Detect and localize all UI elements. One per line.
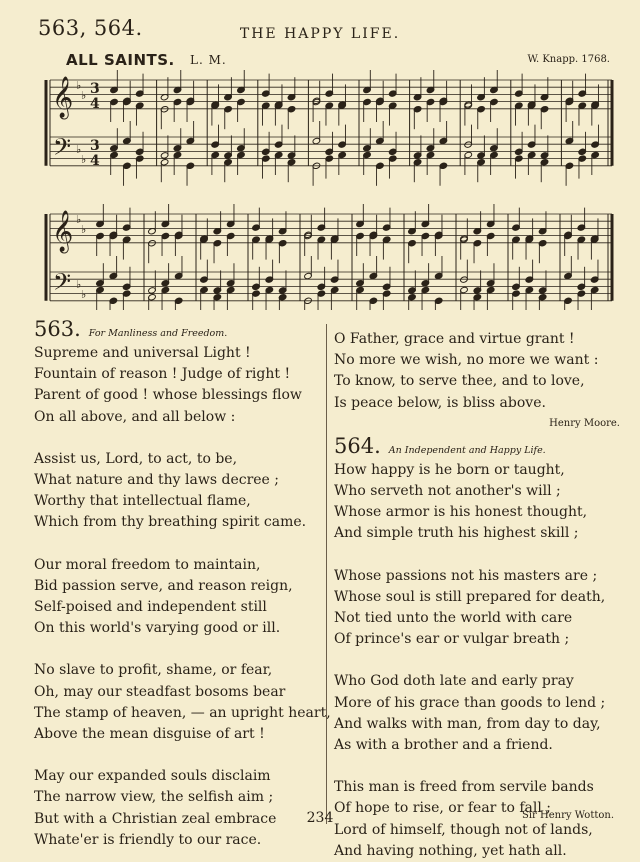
verse-line: Whate'er is friendly to our race. [34, 831, 262, 848]
column-divider [326, 324, 327, 824]
verse-line: On this world's varying good or ill. [34, 620, 281, 637]
flat-icon: ♭ [76, 79, 82, 92]
verse-line: Fountain of reason ! Judge of right ! [34, 366, 291, 383]
hymn-564-heading [334, 433, 624, 460]
composer-credit: W. Knapp. 1768. [527, 54, 610, 65]
flat-icon: ♭ [81, 89, 87, 102]
stanza [34, 343, 324, 428]
verse-line: Whose soul is still prepared for death, [334, 588, 606, 605]
verse-line: Supreme and universal Light ! [34, 345, 251, 361]
stanza [34, 766, 324, 851]
verse-line: Our moral freedom to maintain, [34, 556, 261, 573]
verse-line: Whose passions not his masters are ; [334, 567, 598, 584]
time-signature: 3 [90, 138, 100, 154]
flat-icon: ♭ [81, 153, 87, 166]
verse-line: Oh, may our steadfast bosoms bear [34, 683, 286, 700]
verse-line: But with a Christian zeal embrace [34, 810, 277, 827]
bass-clef-icon: 𝄢 [53, 268, 72, 301]
flat-icon: ♭ [76, 143, 82, 156]
verse-line: Worthy that intellectual flame, [34, 493, 251, 510]
verse-line: Bid passion serve, and reason reign, [34, 577, 293, 594]
verse-line: How happy is he born or taught, [334, 461, 565, 478]
verse-line: What nature and thy laws decree ; [34, 472, 279, 489]
flat-icon: ♭ [81, 288, 87, 301]
hymn-subtitle: For Manliness and Freedom. [88, 328, 228, 339]
stanza [334, 329, 624, 414]
verse-line: Whose armor is his honest thought, [334, 504, 588, 521]
stanza [334, 566, 624, 651]
verse-line: Is peace below, is bliss above. [334, 394, 546, 411]
music-score [0, 0, 640, 310]
stanza [334, 671, 624, 756]
page-number: 234 [306, 810, 334, 826]
time-signature: 4 [90, 96, 100, 112]
verse-line: No more we wish, no more we want : [334, 352, 599, 369]
hymn-numbers: 563, 564. [38, 16, 143, 40]
verse-line: Not tied unto the world with care [334, 610, 573, 627]
verse-line: To know, to serve thee, and to love, [334, 373, 585, 390]
verse-line: Which from thy breathing spirit came. [34, 514, 307, 531]
treble-clef-icon: 𝄞 [52, 77, 74, 118]
verse-line: Parent of good ! whose blessings flow [34, 387, 302, 404]
verse-line: The stamp of heaven, — an upright heart, [34, 704, 331, 721]
verse-line: Assist us, Lord, to act, to be, [34, 450, 238, 467]
hymn-number: 563. [34, 317, 81, 341]
verse-line: On all above, and all below : [34, 408, 236, 425]
tune-meter: L. M. [190, 53, 227, 67]
hymn-563-heading [34, 319, 324, 343]
hymn-subtitle: An Independent and Happy Life. [388, 444, 546, 456]
stanza [34, 555, 324, 640]
verse-line: And having nothing, yet hath all. [334, 842, 567, 859]
stanza [34, 449, 324, 534]
flat-icon: ♭ [76, 213, 82, 226]
verse-line: O Father, grace and virtue grant ! [334, 331, 575, 347]
flat-icon: ♭ [81, 223, 87, 236]
verse-line: Of hope to rise, or fear to fall ; [334, 800, 551, 817]
verse-line: As with a brother and a friend. [334, 737, 553, 754]
tune-name: ALL SAINTS. [66, 51, 175, 69]
hymn-author: Sir Henry Wotton. [522, 810, 614, 821]
treble-clef-icon: 𝄞 [52, 211, 74, 252]
flat-icon: ♭ [76, 278, 82, 291]
verse-line: Who God doth late and early pray [334, 673, 574, 690]
verse-line: This man is freed from servile bands [334, 779, 594, 796]
verse-line: May our expanded souls disclaim [34, 768, 271, 785]
hymn-number: 564. [334, 433, 381, 458]
verse-line: No slave to profit, shame, or fear, [34, 662, 273, 679]
verse-line: The narrow view, the selfish aim ; [34, 789, 274, 806]
verse-line: Who serveth not another's will ; [334, 483, 561, 500]
left-column [34, 317, 331, 851]
stanza [334, 460, 624, 545]
verse-line: And simple truth his highest skill ; [334, 525, 579, 542]
time-signature: 3 [90, 81, 100, 97]
hymn-author: Henry Moore. [549, 417, 620, 429]
verse-line: Self-poised and independent still [34, 599, 267, 616]
stanza [34, 660, 331, 745]
time-signature: 4 [90, 153, 100, 169]
right-column [334, 329, 624, 862]
verse-line: More of his grace than goods to lend ; [334, 694, 606, 711]
verse-line: Above the mean disguise of art ! [34, 726, 265, 743]
bass-clef-icon: 𝄢 [53, 133, 72, 166]
running-title: THE HAPPY LIFE. [239, 26, 401, 42]
verse-line: Of prince's ear or vulgar breath ; [334, 631, 570, 648]
verse-line: Lord of himself, though not of lands, [334, 821, 593, 838]
verse-line: And walks with man, from day to day, [334, 715, 601, 732]
